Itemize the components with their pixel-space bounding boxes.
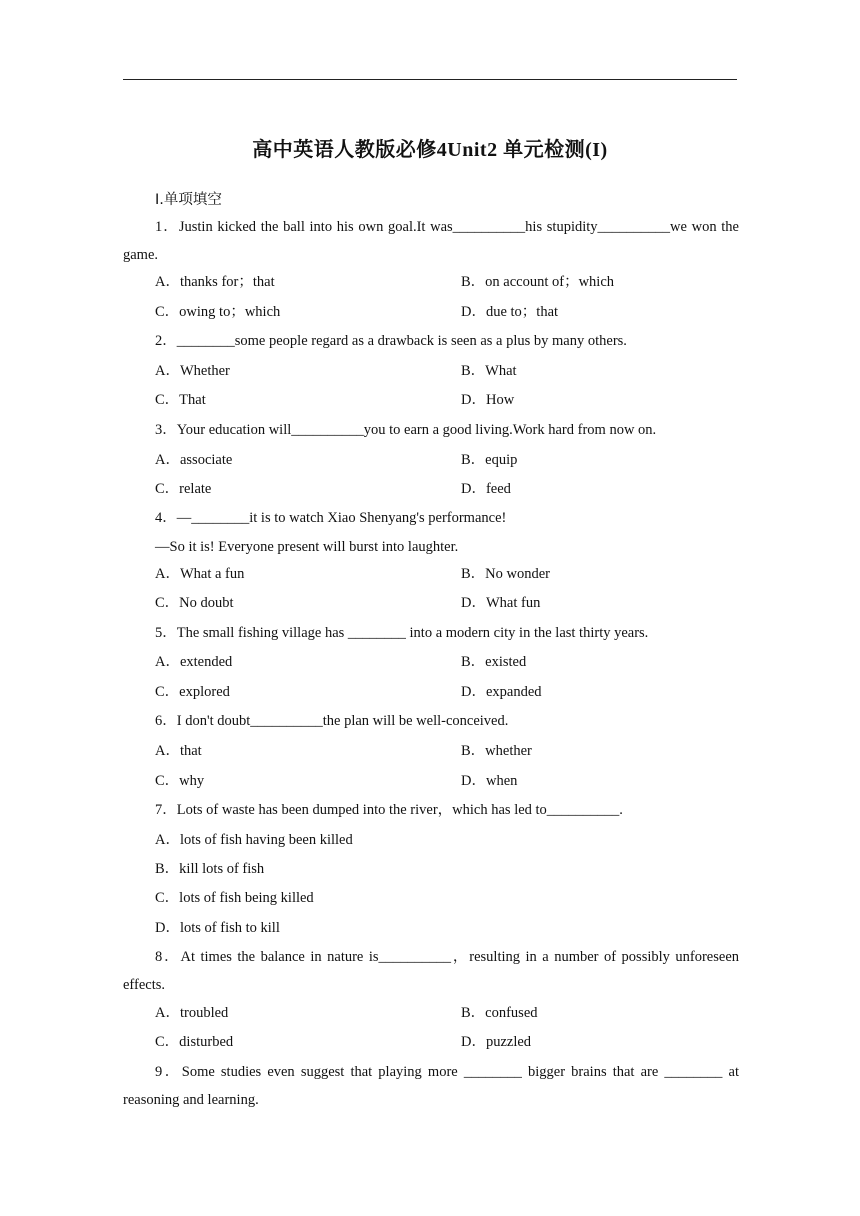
question-5-option-c: C．explored bbox=[155, 684, 230, 700]
question-1-option-a: A．thanks for；that bbox=[155, 274, 275, 290]
question-1-option-b: B．on account of；which bbox=[461, 274, 615, 290]
question-2-option-d: D．How bbox=[461, 392, 515, 408]
question-4-option-b: B．No wonder bbox=[461, 566, 551, 582]
question-5-stem: 5．The small fishing village has ________ into a modern city in the last thirty years. bbox=[155, 625, 649, 641]
question-4-reply: —So it is! Everyone present will burst into laughter. bbox=[155, 539, 459, 555]
question-2-option-c: C．That bbox=[155, 392, 206, 408]
page-title: 高中英语人教版必修4Unit2 单元检测(I) bbox=[252, 139, 608, 161]
question-2-option-a: A．Whether bbox=[155, 363, 230, 379]
header-rule bbox=[123, 79, 737, 80]
question-8-option-b: B．confused bbox=[461, 1005, 538, 1021]
question-4-option-d: D．What fun bbox=[461, 595, 541, 611]
section-heading: Ⅰ.单项填空 bbox=[155, 192, 222, 208]
question-3-option-d: D．feed bbox=[461, 481, 511, 497]
question-3-option-b: B．equip bbox=[461, 452, 518, 468]
question-6-option-b: B．whether bbox=[461, 743, 532, 759]
question-5-option-d: D．expanded bbox=[461, 684, 542, 700]
question-8-option-a: A．troubled bbox=[155, 1005, 229, 1021]
question-8-option-d: D．puzzled bbox=[461, 1034, 532, 1050]
question-8-option-c: C．disturbed bbox=[155, 1034, 234, 1050]
question-2-stem: 2．________some people regard as a drawback is seen as a plus by many others. bbox=[155, 333, 627, 349]
question-7-option-d: D．lots of fish to kill bbox=[155, 920, 280, 936]
question-4-stem: 4．—________it is to watch Xiao Shenyang's performance! bbox=[155, 510, 507, 526]
question-7-option-c: C．lots of fish being killed bbox=[155, 890, 314, 906]
question-5-option-b: B．existed bbox=[461, 654, 527, 670]
question-9-stem: 9．Some studies even suggest that playing more ________ bigger brains that are ________ at reasoning and learning. bbox=[123, 1064, 739, 1108]
question-1-stem: 1．Justin kicked the ball into his own goal.It was__________his stupidity__________we won the game. bbox=[123, 219, 739, 263]
question-1-option-d: D．due to；that bbox=[461, 304, 559, 320]
question-8-stem: 8．At times the balance in nature is__________，resulting in a number of possibly unforeseen effects. bbox=[123, 949, 739, 993]
question-6-option-d: D．when bbox=[461, 773, 518, 789]
question-4-option-a: A．What a fun bbox=[155, 566, 245, 582]
question-7-stem: 7．Lots of waste has been dumped into the river，which has led to__________. bbox=[155, 802, 623, 818]
question-2-option-b: B．What bbox=[461, 363, 517, 379]
question-5-option-a: A．extended bbox=[155, 654, 233, 670]
question-4-option-c: C．No doubt bbox=[155, 595, 234, 611]
question-6-stem: 6．I don't doubt__________the plan will be well-conceived. bbox=[155, 713, 509, 729]
question-3-option-c: C．relate bbox=[155, 481, 212, 497]
question-7-option-b: B．kill lots of fish bbox=[155, 861, 265, 877]
question-1-option-c: C．owing to；which bbox=[155, 304, 281, 320]
question-7-option-a: A．lots of fish having been killed bbox=[155, 832, 353, 848]
question-6-option-c: C．why bbox=[155, 773, 205, 789]
question-6-option-a: A．that bbox=[155, 743, 202, 759]
question-3-stem: 3．Your education will__________you to earn a good living.Work hard from now on. bbox=[155, 422, 657, 438]
question-3-option-a: A．associate bbox=[155, 452, 233, 468]
